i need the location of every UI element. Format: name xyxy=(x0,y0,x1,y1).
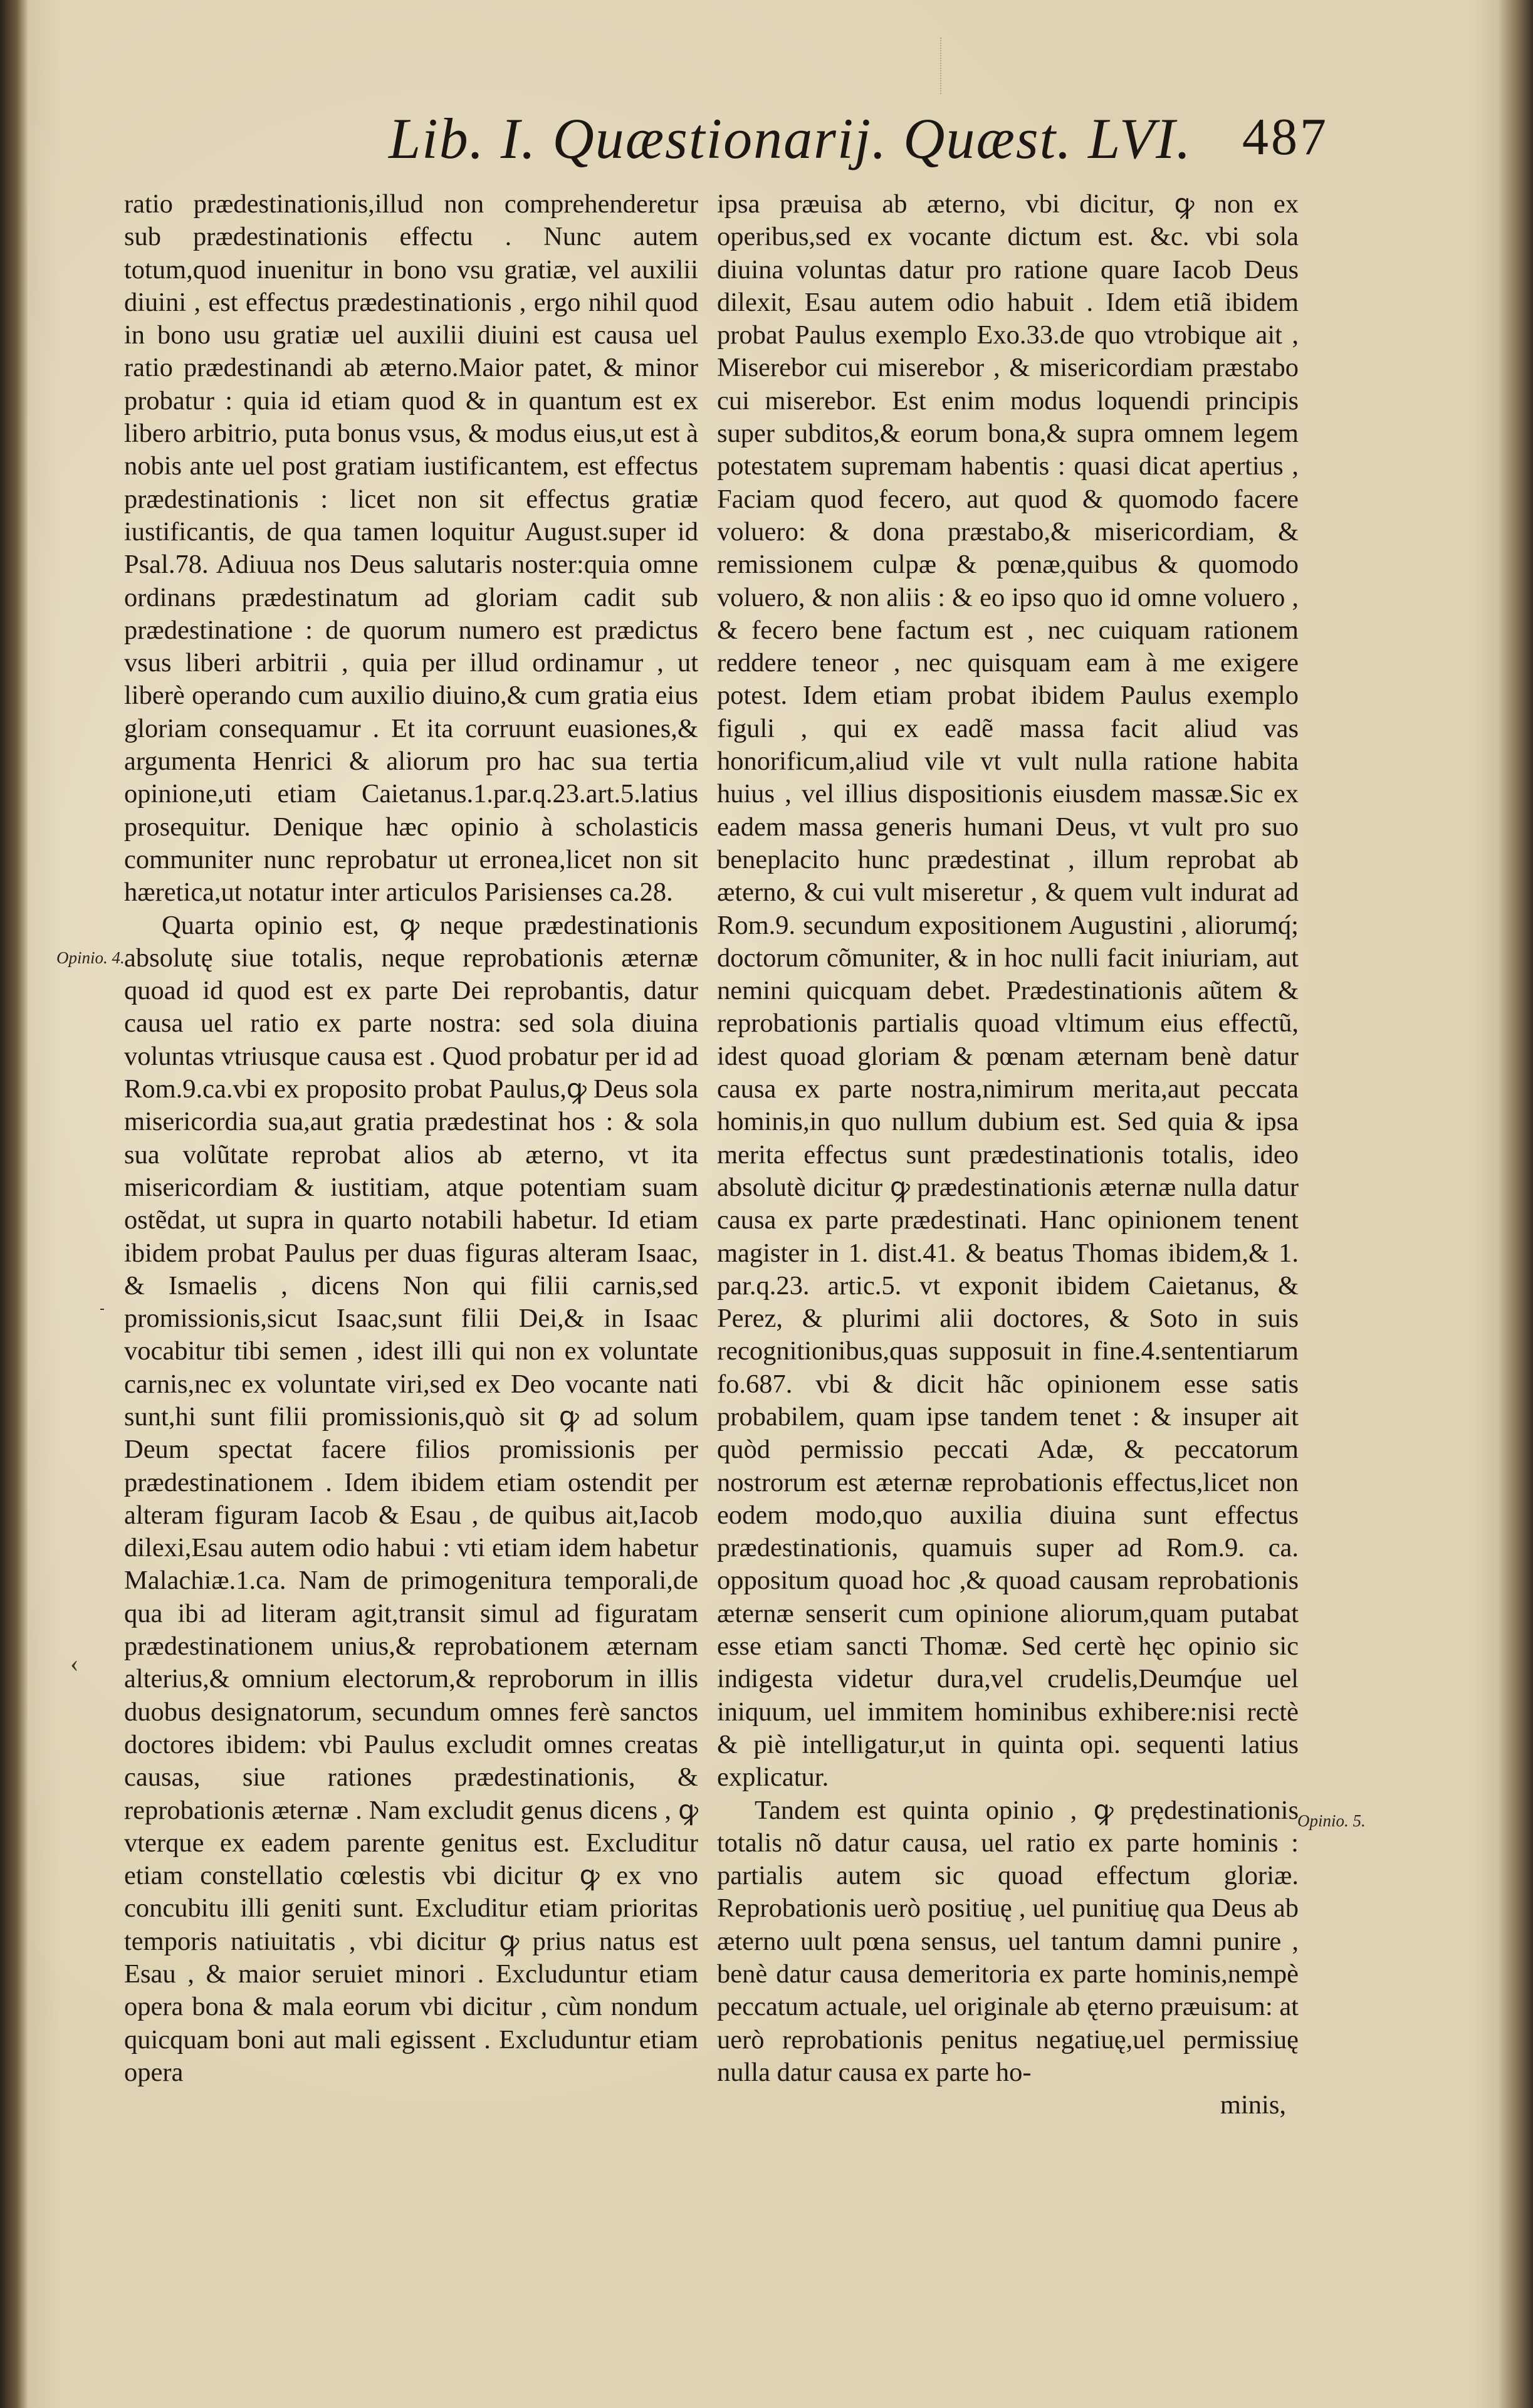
binding-gutter xyxy=(0,0,28,2408)
margin-tick-mark xyxy=(100,1309,104,1310)
margin-ink-mark: ‹ xyxy=(70,1649,79,1677)
paragraph: ratio prædestinationis,illud non comprehenderetur sub prædestinationis effectu . Nunc autem totum,quod inuenitur in bono vsu gratiæ, vel auxilii diuini , est effectus prædestinationis , ergo nihil quod in bono usu gratiæ uel auxilii diuini est causa uel ratio prædestinandi ab æterno.Maior patet, & minor probatur : quia id etiam quod & in quantum est ex libero arbitrio, puta bonus vsus, & modus eius,ut est à nobis ante uel post gratiam iustificantem, est effectus prædestinationis : licet non sit effectus gratiæ iustificantis, de qua tamen loquitur August.super id Psal.78. Adiuua nos Deus salutaris noster:quia omne ordinans prædestinatum ad gloriam cadit sub prædestinatione : de quorum numero est prædictus vsus liberi arbitrii , quia per illud ordinamur , ut liberè operando cum auxilio diuino,& cum gratia eius gloriam consequamur . Et ita corruunt euasiones,& argumenta Henrici & aliorum pro hac sua tertia opinione,uti etiam Caietanus.1.par.q.23.art.5.latius prosequitur. Denique hæc opinio à scholasticis communiter nunc reprobatur ut erronea,licet non sit hæretica,ut notatur inter articulos Parisienses ca.28. xyxy=(124,189,698,908)
paragraph: Quarta opinio est, ꝙ neque prædestinationis absolutę siue totalis, neque reprobationis æternæ quoad id quod est ex parte Dei reprobantis, datur causa uel ratio ex parte nostra: sed sola diuina voluntas vtriusque causa est . Quod probatur per id ad Rom.9.ca.vbi ex proposito probat Paulus,ꝙ Deus sola misericordia sua,aut gratia prædestinat hos : & sola sua volũtate reprobat alios ab æterno, vt ita misericordiam & iustitiam, atque potentiam suam ostẽdat, ut supra in quarto notabili habetur. Id etiam ibidem probat Paulus per duas figuras alteram Isaac, & Ismaelis , dicens Non qui filii carnis,sed promissionis,sicut Isaac,sunt filii Dei,& in Isaac vocabitur tibi semen , idest illi qui non ex voluntate carnis,nec ex voluntate viri,sed ex Deo vocante nati sunt,hi sunt filii promissionis,quò sit ꝙ ad solum Deum spectat facere filios promissionis per prædestinationem . Idem ibidem etiam ostendit per alteram figuram Iacob & Esau , de quibus ait,Iacob dilexi,Esau autem odio habui : vti etiam idem habetur Malachiæ.1.ca. Nam de primogenitura temporali,de qua ibi ad literam agit,transit simul ad figuratam prædestinationem unius,& reprobationem æternam alterius,& omnium electorum,& reproborum in illis duobus designatorum, secundum omnes ferè sanctos doctores ibidem: vbi Paulus excludit omnes creatas causas, siue rationes prædestinationis, & reprobationis æternæ . Nam excludit genus dicens , ꝙ vterque ex eadem parente genitus est. Excluditur etiam constellatio cœlestis vbi dicitur ꝙ ex vno concubitu illi geniti sunt. Excluditur etiam prioritas temporis natiuitatis , vbi dicitur ꝙ prius natus est Esau , & maior seruiet minori . Excluduntur etiam opera bona & mala eorum vbi dicitur , cùm nondum quicquam boni aut mali egissent . Excluduntur etiam opera xyxy=(124,910,698,2087)
paragraph: ipsa præuisa ab æterno, vbi dicitur, ꝙ non ex operibus,sed ex vocante dictum est. &c. vbi sola diuina voluntas datur pro ratione quare Iacob Deus dilexit, Esau autem odio habuit . Idem etiã ibidem probat Paulus exemplo Exo.33.de quo vtrobique ait , Miserebor cui miserebor , & misericordiam præstabo cui miserebor. Est enim modus loquendi principis super subditos,& eorum bona,& supra omnem legem potestatem supremam habentis : quasi dicat apertius , Faciam quod fecero, aut quod & quomodo facere voluero: & dona præstabo,& misericordiam, & remissionem culpæ & pœnæ,quibus & quomodo voluero, & non aliis : & eo ipso quo id omne voluero , & fecero bene factum est , nec cuiquam rationem reddere teneor , nec quisquam eam à me exigere potest. Idem etiam probat ibidem Paulus exemplo figuli , qui ex eadẽ massa facit aliud vas honorificum,aliud vile vt vult nulla ratione habita huius , vel illius dispositionis eiusdem massæ.Sic ex eadem massa generis humani Deus, vt vult pro suo beneplacito hunc prædestinat , illum reprobat ab æterno, & cui vult miseretur , & quem vult indurat ad Rom.9. secundum expositionem Augustini , aliorumq́; doctorum cõmuniter, & in hoc nulli facit iniuriam, aut nemini quicquam debet. Prædestinationis aũtem & reprobationis partialis quoad vltimum eius effectũ, idest quoad gloriam & pœnam æternam benè datur causa ex parte nostra,nimirum merita,aut peccata hominis,in quo nullum dubium est. Sed quia & ipsa merita effectus sunt prædestinationis totalis, ideo absolutè dicitur ꝙ prædestinationis æternæ nulla datur causa ex parte prædestinati. Hanc opinionem tenent magister in 1. dist.41. & beatus Thomas ibidem,& 1. par.q.23. artic.5. vt exponit ibidem Caietanus, & Perez, & plurimi alii doctores, & Soto in suis recognitionibus,quas supposuit in fine.4.sententiarum fo.687. vbi & dicit hãc opinionem esse satis probabilem, quam ipse tandem tenet : & insuper ait quòd permissio peccati Adæ, & peccatorum nostrorum est æternæ reprobationis effectus,licet non eodem modo,quo auxilia diuina sunt effectus prædestinationis, quamuis super ad Rom.9. ca. oppositum quoad hoc ,& quoad causam reprobationis æternæ senserit cum opinione aliorum,quam putabat esse etiam sancti Thomæ. Sed certè hęc opinio sic indigesta videtur dura,vel crudelis,Deumq́ue uel iniquum, uel immitem hominibus exhibere:nisi rectè & piè intelligatur,ut in quinta opi. sequenti latius explicatur. xyxy=(717,189,1299,1793)
page-stain xyxy=(940,38,973,94)
text-column-right xyxy=(717,188,1299,2144)
running-title: Lib. I. Quæstionarij. Quæst. LVI. xyxy=(389,107,1192,170)
margin-note-left: Opinio. 4. xyxy=(56,948,125,967)
page-edge xyxy=(1498,0,1533,2408)
text-column-left xyxy=(124,188,698,2144)
paragraph: Tandem est quinta opinio , ꝙ prędestinationis totalis nõ datur causa, uel ratio ex parte hominis : partialis autem sic quoad effectum gloriæ. Reprobationis uerò positiuę , uel punitiuę qua Deus ab æterno uult pœna sensus, uel tantum damni punire , benè datur causa demeritoria ex parte hominis,nempè peccatum actuale, uel originale ab ęterno præuisum: at uerò reprobationis penitus negatiuę,uel permissiuę nulla datur causa ex parte ho- xyxy=(717,1795,1299,2087)
page-header xyxy=(125,105,1329,174)
margin-note-right: Opinio. 5. xyxy=(1297,1811,1366,1830)
page-number: 487 xyxy=(1242,108,1329,166)
catchword: minis, xyxy=(1220,2090,1286,2120)
